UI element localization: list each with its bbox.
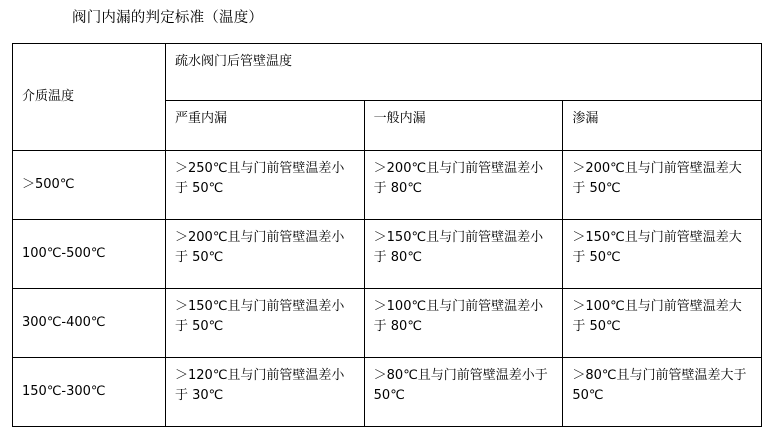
header-cell-general-leak: 一般内漏 — [364, 101, 563, 151]
row-label-temp-range: ＞500℃ — [13, 151, 166, 220]
cell-severe-leak: ＞150℃且与门前管壁温差小于 50℃ — [166, 289, 365, 358]
cell-general-leak: ＞80℃且与门前管壁温差小于 50℃ — [364, 358, 563, 427]
page-title: 阀门内漏的判定标准（温度） — [72, 10, 264, 26]
cell-general-leak: ＞100℃且与门前管壁温差小于 80℃ — [364, 289, 563, 358]
table-row — [13, 220, 762, 289]
cell-seepage: ＞150℃且与门前管壁温差大于 50℃ — [563, 220, 762, 289]
cell-general-leak: ＞200℃且与门前管壁温差小于 80℃ — [364, 151, 563, 220]
header-cell-severe-leak: 严重内漏 — [166, 101, 365, 151]
cell-general-leak: ＞150℃且与门前管壁温差小于 80℃ — [364, 220, 563, 289]
cell-seepage: ＞200℃且与门前管壁温差大于 50℃ — [563, 151, 762, 220]
cell-severe-leak: ＞120℃且与门前管壁温差小于 30℃ — [166, 358, 365, 427]
table-row — [13, 289, 762, 358]
row-label-temp-range: 100℃-500℃ — [13, 220, 166, 289]
valve-leakage-criteria-table — [12, 43, 762, 427]
row-label-temp-range: 150℃-300℃ — [13, 358, 166, 427]
table-row — [13, 151, 762, 220]
table-header-row-primary — [13, 44, 762, 101]
header-cell-seepage: 渗漏 — [563, 101, 762, 151]
row-label-temp-range: 300℃-400℃ — [13, 289, 166, 358]
header-cell-wall-temp-group: 疏水阀门后管壁温度 — [166, 44, 762, 101]
cell-seepage: ＞100℃且与门前管壁温差大于 50℃ — [563, 289, 762, 358]
table-row — [13, 358, 762, 427]
header-cell-medium-temp: 介质温度 — [13, 44, 166, 151]
cell-severe-leak: ＞200℃且与门前管壁温差小于 50℃ — [166, 220, 365, 289]
cell-severe-leak: ＞250℃且与门前管壁温差小于 50℃ — [166, 151, 365, 220]
cell-seepage: ＞80℃且与门前管壁温差大于 50℃ — [563, 358, 762, 427]
